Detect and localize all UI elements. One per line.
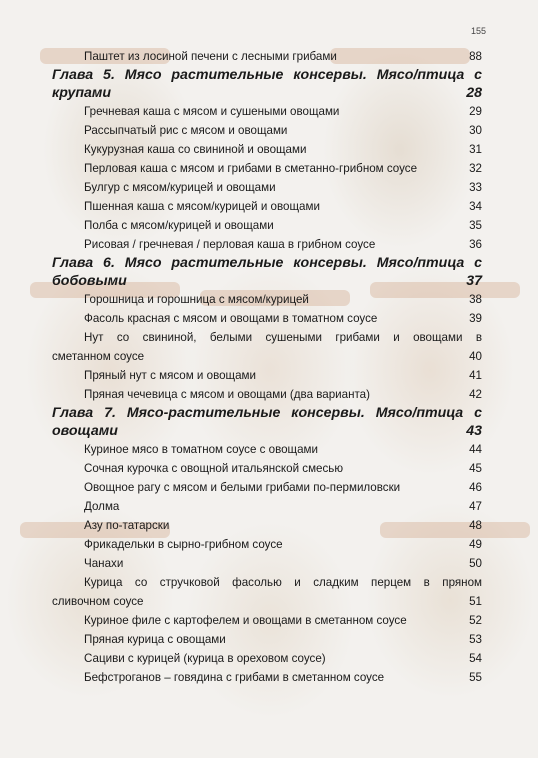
- entry-page: 52: [469, 614, 482, 627]
- entry-page: 32: [469, 162, 482, 175]
- entry-title: Пшенная каша с мясом/курицей и овощами: [84, 200, 320, 213]
- entry-page: 41: [469, 369, 482, 382]
- entry-title: Гречневая каша с мясом и сушеными овощами: [84, 105, 340, 118]
- entry-page: 35: [469, 219, 482, 232]
- toc-entry: [52, 668, 482, 687]
- entry-title: Рассыпчатый рис с мясом и овощами: [84, 124, 288, 137]
- toc-entry: [52, 611, 482, 630]
- entry-title: Сочная курочка с овощной итальянской смесью: [84, 462, 344, 475]
- chapter-heading: [52, 404, 482, 440]
- entry-title: Булгур с мясом/курицей и овощами: [84, 181, 276, 194]
- toc-entry: [52, 630, 482, 649]
- chapter-title-line1: Глава 6. Мясо растительные консервы. Мясо/птица с: [52, 255, 482, 271]
- chapter-title-line2: овощами: [52, 423, 118, 439]
- entry-title: Долма: [84, 500, 120, 513]
- toc-entry: [52, 459, 482, 478]
- entry-page: 88: [469, 50, 482, 63]
- entry-title: Пряный нут с мясом и овощами: [84, 369, 256, 382]
- entry-page: 38: [469, 293, 482, 306]
- entry-page: 47: [469, 500, 482, 513]
- entry-page: 33: [469, 181, 482, 194]
- toc-entry: [52, 216, 482, 235]
- entry-title-line2: сливочном соусе: [52, 595, 144, 608]
- toc-entry: [52, 535, 482, 554]
- entry-title: Паштет из лосиной печени с лесными грибами: [84, 50, 337, 63]
- toc-entry: [52, 366, 482, 385]
- chapter-page: 37: [466, 273, 482, 289]
- chapter-heading: [52, 66, 482, 102]
- table-of-contents: [52, 47, 482, 687]
- entry-page: 45: [469, 462, 482, 475]
- chapter-page: 43: [466, 423, 482, 439]
- toc-entry: [52, 497, 482, 516]
- entry-page: 53: [469, 633, 482, 646]
- toc-entry: [52, 178, 482, 197]
- entry-title-line1: Нут со свининой, белыми сушеными грибами и овощами в: [84, 331, 482, 344]
- entry-title: Бефстроганов – говядина с грибами в сметанном соусе: [84, 671, 385, 684]
- entry-title: Кукурузная каша со свининой и овощами: [84, 143, 307, 156]
- entry-title-line1: Курица со стручковой фасолью и сладким перцем в пряном: [84, 576, 482, 589]
- entry-title: Овощное рагу с мясом и белыми грибами по-пермиловски: [84, 481, 401, 494]
- entry-title: Горошница и горошница с мясом/курицей: [84, 293, 309, 306]
- toc-entry: [52, 235, 482, 254]
- entry-title: Куриное мясо в томатном соусе с овощами: [84, 443, 318, 456]
- toc-entry-wrapped: [52, 573, 482, 611]
- entry-page: 55: [469, 671, 482, 684]
- toc-entry: [52, 516, 482, 535]
- toc-entry: [52, 159, 482, 178]
- entry-page: 30: [469, 124, 482, 137]
- entry-page: 49: [469, 538, 482, 551]
- toc-entry: [52, 290, 482, 309]
- toc-entry: [52, 309, 482, 328]
- toc-entry: [52, 47, 482, 66]
- entry-page: 46: [469, 481, 482, 494]
- toc-entry: [52, 197, 482, 216]
- chapter-title-line1: Глава 5. Мясо растительные консервы. Мясо/птица с: [52, 67, 482, 83]
- entry-title: Рисовая / гречневая / перловая каша в грибном соусе: [84, 238, 376, 251]
- entry-title: Перловая каша с мясом и грибами в сметанно-грибном соусе: [84, 162, 418, 175]
- chapter-heading: [52, 254, 482, 290]
- toc-entry-wrapped: [52, 328, 482, 366]
- chapter-title-line2: бобовыми: [52, 273, 127, 289]
- entry-page: 44: [469, 443, 482, 456]
- entry-title: Чанахи: [84, 557, 124, 570]
- entry-title: Куриное филе с картофелем и овощами в сметанном соусе: [84, 614, 407, 627]
- entry-page: 36: [469, 238, 482, 251]
- entry-page: 31: [469, 143, 482, 156]
- toc-entry: [52, 440, 482, 459]
- entry-page: 39: [469, 312, 482, 325]
- toc-entry: [52, 102, 482, 121]
- toc-entry: [52, 121, 482, 140]
- chapter-title-line2: крупами: [52, 85, 112, 101]
- chapter-page: 28: [466, 85, 482, 101]
- entry-title: Пряная чечевица с мясом и овощами (два варианта): [84, 388, 370, 401]
- toc-entry: [52, 478, 482, 497]
- chapter-title-line1: Глава 7. Мясо-растительные консервы. Мясо/птица с: [52, 405, 482, 421]
- entry-page: 50: [469, 557, 482, 570]
- entry-page: 48: [469, 519, 482, 532]
- toc-entry: [52, 554, 482, 573]
- entry-page: 29: [469, 105, 482, 118]
- entry-page: 40: [469, 350, 482, 363]
- toc-entry: [52, 140, 482, 159]
- toc-entry: [52, 385, 482, 404]
- entry-title: Фасоль красная с мясом и овощами в томатном соусе: [84, 312, 378, 325]
- toc-entry: [52, 649, 482, 668]
- entry-title: Фрикадельки в сырно-грибном соусе: [84, 538, 283, 551]
- entry-title: Пряная курица с овощами: [84, 633, 226, 646]
- entry-title-line2: сметанном соусе: [52, 350, 145, 363]
- entry-page: 54: [469, 652, 482, 665]
- entry-title: Азу по-татарски: [84, 519, 170, 532]
- entry-title: Полба с мясом/курицей и овощами: [84, 219, 274, 232]
- entry-page: 51: [469, 595, 482, 608]
- entry-title: Сациви с курицей (курица в ореховом соусе): [84, 652, 326, 665]
- entry-page: 42: [469, 388, 482, 401]
- page-number: 155: [470, 26, 486, 36]
- entry-page: 34: [469, 200, 482, 213]
